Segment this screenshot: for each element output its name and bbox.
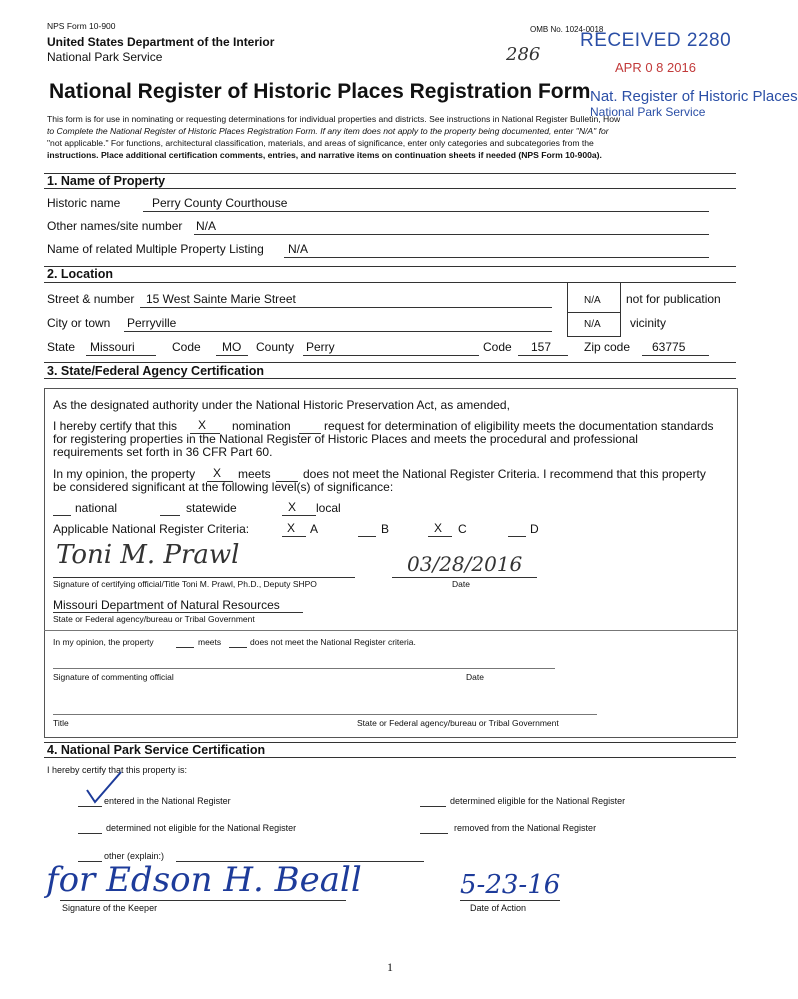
mpl-value[interactable]: N/A <box>288 242 309 256</box>
omb-number: OMB No. 1024-0018 <box>530 25 604 34</box>
cert-para-4: requirements set forth in 36 CFR Part 60. <box>53 445 273 459</box>
cert-para-1: As the designated authority under the National Historic Preservation Act, as amended, <box>53 398 510 412</box>
intro-line-1: This form is for use in nominating or requesting determinations for individual properties and districts. See instructions in National Register Bulletin, How <box>47 114 621 124</box>
opinion2-meets: meets <box>198 637 222 647</box>
commenting-date-label: Date <box>466 672 484 682</box>
criterion-a-mark[interactable]: X <box>287 521 296 535</box>
nomination-label: nomination <box>232 419 291 433</box>
request-label: request for determination of eligibility meets the documentation standards <box>324 419 714 433</box>
agency-label: State or Federal agency/bureau or Tribal Government <box>53 614 255 624</box>
nfp-label: not for publication <box>626 292 721 306</box>
criterion-c-mark[interactable]: X <box>434 521 443 535</box>
certifying-date: 03/28/2016 <box>407 552 523 576</box>
signature-label: Signature of certifying official/Title Toni M. Prawl, Ph.D., Deputy SHPO <box>53 579 317 589</box>
county-label: County <box>256 340 295 354</box>
opinion2-not-meet: does not meet the National Register criteria. <box>250 637 416 647</box>
agency-name: National Park Service <box>47 50 163 64</box>
criterion-c: C <box>458 522 467 536</box>
criterion-b: B <box>381 522 390 536</box>
section-4-heading: 4. National Park Service Certification <box>47 743 266 757</box>
certifying-signature: Toni M. Prawl <box>56 540 240 570</box>
historic-name-label: Historic name <box>47 196 121 210</box>
level-statewide: statewide <box>186 501 237 515</box>
intro-line-3: "not applicable." For functions, architectural classification, materials, and areas of significance, enter only categories and subcategories from the <box>47 138 594 148</box>
title-label: Title <box>53 718 69 728</box>
form-number: NPS Form 10-900 <box>47 21 116 31</box>
other-label: other (explain:) <box>104 851 165 861</box>
department: United States Department of the Interior <box>47 35 275 49</box>
criteria-label: Applicable National Register Criteria: <box>53 522 250 536</box>
not-meet-label: does not meet the National Register Criteria. I recommend that this property <box>303 467 706 481</box>
county-code-value[interactable]: 157 <box>531 340 552 354</box>
other-names-label: Other names/site number <box>47 219 183 233</box>
state-value[interactable]: Missouri <box>90 340 135 354</box>
zip-label: Zip code <box>584 340 631 354</box>
agency2-label: State or Federal agency/bureau or Tribal Government <box>357 718 559 728</box>
criterion-d: D <box>530 522 539 536</box>
received-date-stamp: APR 0 8 2016 <box>615 60 696 75</box>
county-code-label: Code <box>483 340 512 354</box>
register-stamp: Nat. Register of Historic Places <box>590 88 798 105</box>
handwritten-number: 286 <box>506 44 541 65</box>
page-number: 1 <box>387 960 393 974</box>
criterion-a: A <box>310 522 319 536</box>
keeper-date: 5-23-16 <box>460 870 561 900</box>
meets-mark[interactable]: X <box>213 466 222 480</box>
county-value[interactable]: Perry <box>306 340 335 354</box>
cert-certify-label: I hereby certify that this <box>53 419 178 433</box>
commenting-label: Signature of commenting official <box>53 672 174 682</box>
historic-name-value[interactable]: Perry County Courthouse <box>152 196 288 210</box>
section-3-heading: 3. State/Federal Agency Certification <box>47 364 264 378</box>
level-local-mark[interactable]: X <box>288 500 297 514</box>
code-label: Code <box>172 340 201 354</box>
meets-label: meets <box>238 467 271 481</box>
nfp-value[interactable]: N/A <box>584 295 601 306</box>
other-names-value[interactable]: N/A <box>196 219 217 233</box>
date-of-action-label: Date of Action <box>470 903 527 913</box>
section-1-heading: 1. Name of Property <box>47 174 166 188</box>
keeper-signature-label: Signature of the Keeper <box>62 903 158 913</box>
intro-line-4: instructions. Place additional certification comments, entries, and narrative items on continuation sheets if needed (NPS Form 10-900a). <box>47 150 602 160</box>
nps-cert-intro: I hereby certify that this property is: <box>47 765 188 775</box>
form-title: National Register of Historic Places Registration Form <box>49 80 591 103</box>
section-2-heading: 2. Location <box>47 267 113 281</box>
not-eligible-label: determined not eligible for the National Register <box>106 823 297 833</box>
opinion2-label: In my opinion, the property <box>53 637 154 647</box>
entered-label: entered in the National Register <box>104 796 231 806</box>
cert-para-3: for registering properties in the National Register of Historic Places and meets the procedural and professional <box>53 432 638 446</box>
street-label: Street & number <box>47 292 135 306</box>
mpl-label: Name of related Multiple Property Listing <box>47 242 264 256</box>
opinion-label: In my opinion, the property <box>53 467 196 481</box>
zip-value[interactable]: 63775 <box>652 340 686 354</box>
received-stamp: RECEIVED 2280 <box>580 30 732 51</box>
date-label: Date <box>452 579 470 589</box>
nps-stamp: National Park Service <box>590 105 706 119</box>
agency-value[interactable]: Missouri Department of Natural Resources <box>53 598 280 612</box>
city-value[interactable]: Perryville <box>127 316 177 330</box>
city-label: City or town <box>47 316 111 330</box>
level-local: local <box>316 501 341 515</box>
state-label: State <box>47 340 76 354</box>
removed-label: removed from the National Register <box>454 823 597 833</box>
code-value[interactable]: MO <box>222 340 242 354</box>
intro-line-2: to Complete the National Register of Historic Places Registration Form. If any item does not apply to the property being documented, enter "N/A" for <box>47 126 609 136</box>
vicinity-label: vicinity <box>630 316 667 330</box>
nomination-mark[interactable]: X <box>198 418 207 432</box>
keeper-signature: for Edson H. Beall <box>46 860 362 900</box>
determined-eligible-label: determined eligible for the National Register <box>450 796 626 806</box>
significance-label: be considered significant at the following level(s) of significance: <box>53 480 394 494</box>
vicinity-value[interactable]: N/A <box>584 319 601 330</box>
level-national: national <box>75 501 118 515</box>
street-value[interactable]: 15 West Sainte Marie Street <box>146 292 296 306</box>
